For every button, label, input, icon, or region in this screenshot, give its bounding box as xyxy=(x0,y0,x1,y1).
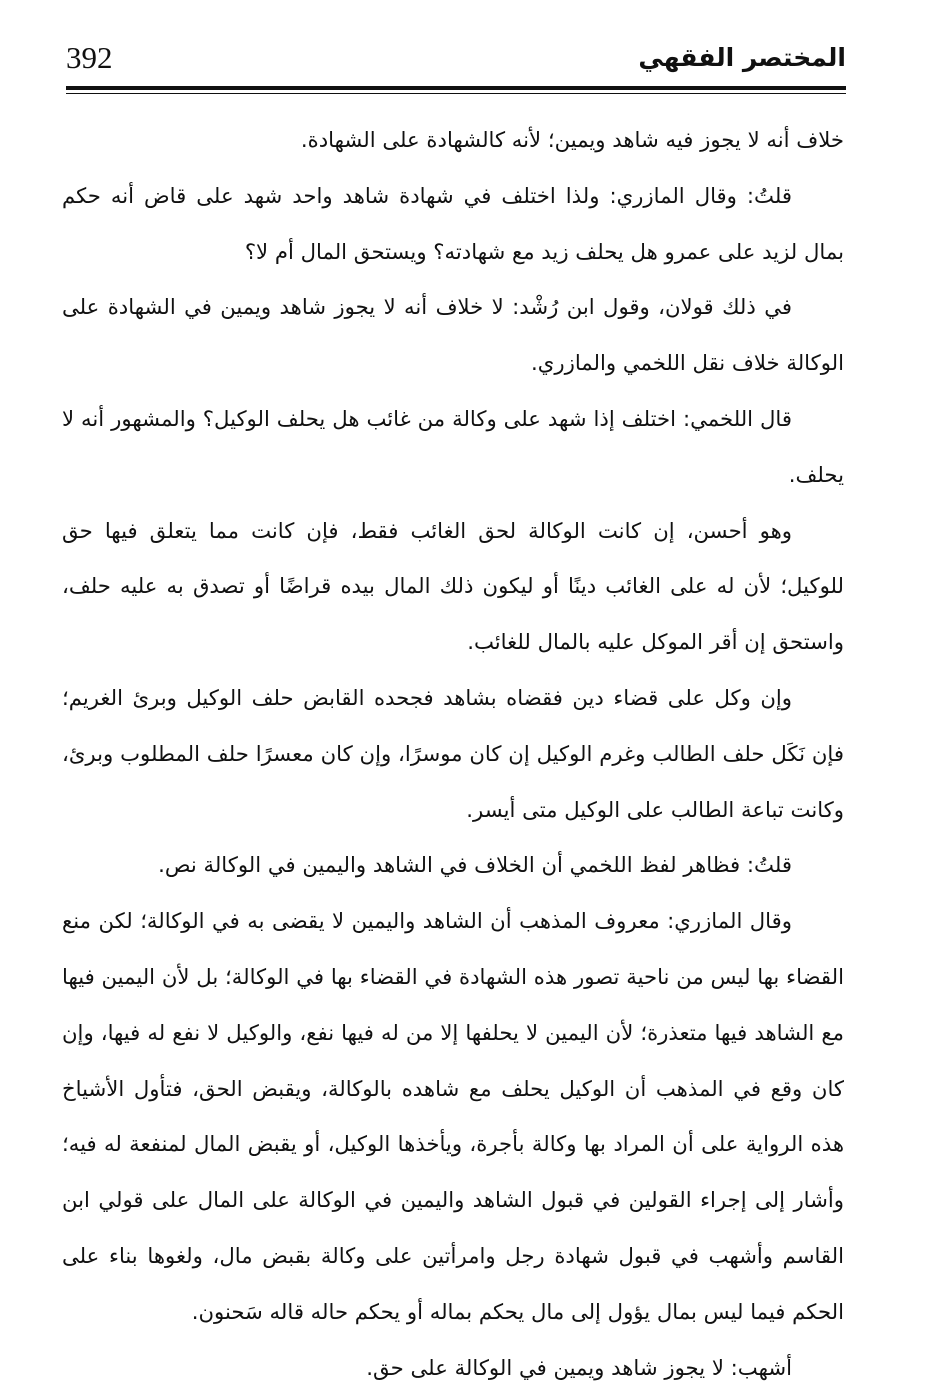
paragraph: قال اللخمي: اختلف إذا شهد على وكالة من غائب هل يحلف الوكيل؟ والمشهور أنه لا يحلف. xyxy=(62,405,844,487)
body-text xyxy=(62,112,844,1395)
paragraph: وهو أحسن، إن كانت الوكالة لحق الغائب فقط، فإن كانت مما يتعلق فيها حق للوكيل؛ لأن له على الغائب دينًا أو ليكون ذلك المال بيده قراضًا أو تصدق به عليه حلف، واستحق إن أقر الموكل عليه بالمال للغائب. xyxy=(62,517,844,655)
running-title: المختصر الفقهي xyxy=(638,43,846,72)
paragraph: أشهب: لا يجوز شاهد ويمين في الوكالة على حق. xyxy=(366,1354,792,1380)
paragraph: قلتُ: فظاهر لفظ اللخمي أن الخلاف في الشاهد واليمين في الوكالة نص. xyxy=(158,852,792,878)
paragraph: قلتُ: وقال المازري: ولذا اختلف في شهادة شاهد واحد شهد على قاض أنه حكم بمال لزيد على عمرو هل يحلف زيد مع شهادته؟ ويستحق المال أم لا؟ xyxy=(62,182,844,264)
paragraph: في ذلك قولان، وقول ابن رُشْد: لا خلاف أنه لا يجوز شاهد ويمين في الشهادة على الوكالة خلاف نقل اللخمي والمازري. xyxy=(62,294,844,376)
paragraph: وقال المازري: معروف المذهب أن الشاهد واليمين لا يقضى به في الوكالة؛ لكن منع القضاء بها ليس من ناحية تصور هذه الشهادة في القضاء بها في الوكالة؛ بل لأن اليمين فيها مع الشاهد فيها متعذرة؛ لأن اليمين لا يحلفها إلا من له فيها نفع، والوكيل لا نفع له فيها، وإن كان وقع في المذهب أن الوكيل يحلف مع شاهده بالوكالة، ويقبض الحق، فتأول الأشياخ هذه الرواية على أن المراد بها وكالة بأجرة، ويأخذها الوكيل، أو يقبض المال لمنفعة له فيه؛ وأشار إلى إجراء القولين في قبول الشاهد واليمين في الوكالة على المال على قولي ابن القاسم وأشهب في قبول شهادة رجل وامرأتين على وكالة بقبض مال، ولغوها بناء على الحكم فيما ليس بمال يؤول إلى مال يحكم بماله أو يحكم حاله قاله سَحنون. xyxy=(62,908,844,1324)
page-header xyxy=(66,34,846,82)
paragraph: وإن وكل على قضاء دين فقضاه بشاهد فجحده القابض حلف الوكيل وبرئ الغريم؛ فإن نَكَل حلف الطالب وغرم الوكيل إن كان موسرًا، وإن كان معسرًا حلف المطلوب وبرئ، وكانت تباعة الطالب على الوكيل متى أيسر. xyxy=(62,684,844,822)
paragraph: خلاف أنه لا يجوز فيه شاهد ويمين؛ لأنه كالشهادة على الشهادة. xyxy=(300,127,844,152)
header-rule-thick xyxy=(66,86,846,90)
page-number: 392 xyxy=(66,40,113,75)
header-rule-thin xyxy=(66,93,846,94)
